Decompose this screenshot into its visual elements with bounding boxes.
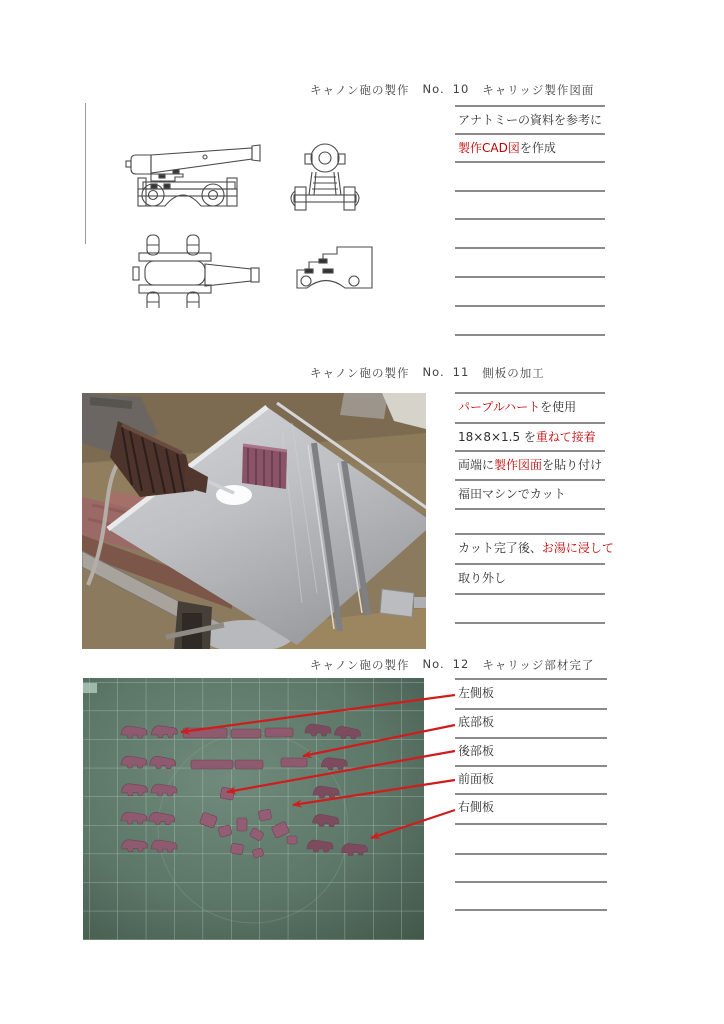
rule-line bbox=[455, 533, 605, 535]
rule-line bbox=[455, 479, 605, 481]
heading-series: キャノン砲の製作 bbox=[310, 658, 410, 672]
rule-line bbox=[455, 622, 605, 624]
rule-line bbox=[455, 823, 607, 825]
rule-line bbox=[455, 161, 605, 163]
part-label-left-side bbox=[458, 683, 494, 703]
rule-line bbox=[455, 737, 607, 739]
rule-line bbox=[455, 593, 605, 595]
note-row bbox=[458, 397, 576, 417]
rule-line bbox=[455, 450, 605, 452]
rule-line bbox=[455, 334, 605, 336]
part-label-front bbox=[458, 769, 494, 789]
heading-title: キャリッジ部材完了 bbox=[482, 658, 595, 672]
note-text-red: 製作図面 bbox=[494, 458, 543, 472]
note-text: 右側板 bbox=[458, 800, 495, 814]
note-text-red: パープルハート bbox=[458, 400, 541, 414]
note-text: 後部板 bbox=[458, 744, 495, 758]
rule-line bbox=[455, 853, 607, 855]
part-label-rear bbox=[458, 741, 494, 761]
rule-line bbox=[455, 105, 605, 107]
heading-series: キャノン砲の製作 bbox=[310, 366, 410, 380]
rule-line bbox=[455, 563, 605, 565]
note-row bbox=[458, 568, 506, 588]
section-12-heading bbox=[310, 657, 594, 673]
heading-no-label: No. bbox=[422, 82, 445, 96]
machine-photo-svg bbox=[82, 393, 426, 649]
heading-number: 11 bbox=[452, 365, 470, 379]
rule-line bbox=[455, 305, 605, 307]
note-row bbox=[458, 455, 602, 475]
rule-line bbox=[455, 133, 605, 135]
rule-line bbox=[455, 708, 607, 710]
note-text: カット完了後、 bbox=[458, 541, 542, 555]
note-text: 両端に bbox=[458, 458, 495, 472]
finished-parts-photo bbox=[83, 678, 424, 940]
part-label-bottom bbox=[458, 712, 494, 732]
heading-no-label: No. bbox=[422, 657, 445, 671]
note-text: 取り外し bbox=[458, 571, 507, 585]
section-10-heading bbox=[310, 82, 594, 98]
rule-line bbox=[455, 218, 605, 220]
note-row bbox=[458, 538, 614, 558]
note-text: を使用 bbox=[540, 400, 577, 414]
rule-line bbox=[455, 793, 607, 795]
heading-no-label: No. bbox=[422, 365, 445, 379]
heading-title: 側板の加工 bbox=[482, 366, 545, 380]
cad-drawing-svg bbox=[85, 98, 385, 308]
heading-series: キャノン砲の製作 bbox=[310, 83, 410, 97]
note-text: アナトミーの資料を参考に bbox=[458, 113, 603, 127]
note-text: を作成 bbox=[519, 141, 556, 155]
note-text: 底部板 bbox=[458, 715, 495, 729]
cutting-machine-photo bbox=[82, 393, 426, 649]
carriage-cad-drawing bbox=[85, 98, 385, 308]
note-text: 福田マシンでカット bbox=[458, 487, 566, 501]
heading-number: 12 bbox=[452, 657, 470, 671]
note-row bbox=[458, 427, 596, 447]
rule-line bbox=[455, 392, 605, 394]
note-text: を貼り付け bbox=[542, 458, 603, 472]
note-text-red: 製作CAD図 bbox=[458, 141, 520, 155]
note-text: 左側板 bbox=[458, 686, 495, 700]
heading-number: 10 bbox=[452, 82, 470, 96]
rule-line bbox=[455, 678, 607, 680]
note-text: 18×8×1.5 を bbox=[458, 430, 536, 444]
part-label-right-side bbox=[458, 797, 494, 817]
note-row bbox=[458, 484, 566, 504]
note-text-red: 重ねて接着 bbox=[535, 430, 596, 444]
rule-line bbox=[455, 508, 605, 510]
note-text-red: お湯に浸して bbox=[541, 541, 614, 555]
note-row bbox=[458, 110, 602, 130]
note-row bbox=[458, 138, 556, 158]
note-text: 前面板 bbox=[458, 772, 495, 786]
rule-line bbox=[455, 881, 607, 883]
rule-line bbox=[455, 247, 605, 249]
rule-line bbox=[455, 765, 607, 767]
rule-line bbox=[455, 909, 607, 911]
parts-photo-svg bbox=[83, 678, 424, 940]
heading-title: キャリッジ製作図面 bbox=[482, 83, 595, 97]
section-11-heading bbox=[310, 365, 545, 381]
rule-line bbox=[455, 422, 605, 424]
rule-line bbox=[455, 190, 605, 192]
rule-line bbox=[455, 276, 605, 278]
